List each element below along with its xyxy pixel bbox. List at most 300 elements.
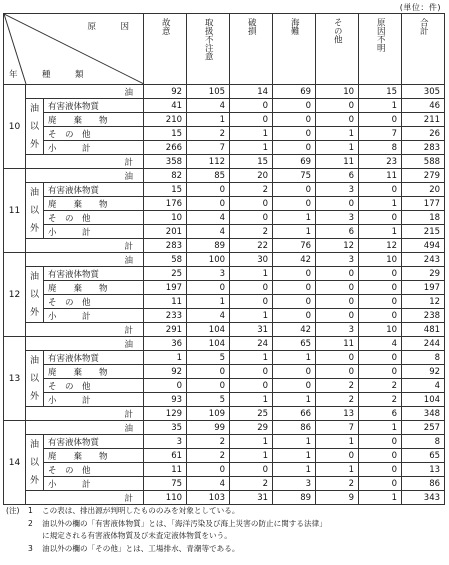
non-oil-group-label [26, 99, 44, 155]
row-label-waste: 廃 棄 物 [44, 365, 144, 379]
row-label-oil: 油 [26, 253, 144, 267]
value-cell: 75 [144, 477, 187, 491]
value-cell: 2 [316, 379, 359, 393]
value-cell: 6 [316, 169, 359, 183]
note-3: 3 油以外の欄の「その他」とは、工場排水、青潮等である。 [6, 543, 327, 556]
row-label-waste: 廃 棄 物 [44, 449, 144, 463]
table-row [4, 113, 445, 127]
value-cell: 6 [359, 407, 402, 421]
value-cell: 0 [316, 197, 359, 211]
value-cell: 1 [316, 435, 359, 449]
row-label-subtotal: 小 計 [44, 393, 144, 407]
table-row [4, 337, 445, 351]
value-cell: 1 [230, 309, 273, 323]
value-cell: 0 [316, 281, 359, 295]
value-cell: 6 [316, 225, 359, 239]
value-cell: 8 [402, 435, 445, 449]
value-cell: 0 [273, 197, 316, 211]
value-cell: 112 [187, 155, 230, 169]
group-char: 油 [29, 439, 39, 450]
table-row [4, 477, 445, 491]
value-cell: 4 [187, 211, 230, 225]
row-label-hazardous: 有害液体物質 [44, 435, 144, 449]
notes-section [6, 505, 327, 555]
value-cell: 22 [230, 239, 273, 253]
table-row [4, 449, 445, 463]
value-cell: 201 [144, 225, 187, 239]
value-cell: 2 [187, 449, 230, 463]
col-header-other: その他 [316, 14, 359, 85]
value-cell: 2 [316, 393, 359, 407]
pollution-statistics-table [3, 13, 445, 505]
row-label-oil: 油 [26, 169, 144, 183]
note-2-continued [6, 530, 327, 543]
year-cell: 12 [4, 253, 26, 337]
value-cell: 0 [230, 295, 273, 309]
year-cell: 10 [4, 85, 26, 169]
value-cell: 66 [273, 407, 316, 421]
group-char: 油 [29, 187, 39, 198]
value-cell: 12 [402, 295, 445, 309]
value-cell: 0 [359, 183, 402, 197]
value-cell: 92 [402, 365, 445, 379]
value-cell: 15 [144, 183, 187, 197]
value-cell: 25 [230, 407, 273, 421]
value-cell: 283 [144, 239, 187, 253]
value-cell: 1 [144, 351, 187, 365]
table-row [4, 421, 445, 435]
unit-label: (単位：件) [399, 3, 441, 12]
value-cell: 8 [359, 141, 402, 155]
value-cell: 0 [230, 281, 273, 295]
value-cell: 0 [187, 197, 230, 211]
value-cell: 10 [359, 323, 402, 337]
value-cell: 18 [402, 211, 445, 225]
value-cell: 4 [187, 225, 230, 239]
year-cell: 11 [4, 169, 26, 253]
value-cell: 12 [316, 239, 359, 253]
value-cell: 0 [359, 281, 402, 295]
value-cell: 0 [187, 281, 230, 295]
value-cell: 0 [187, 379, 230, 393]
value-cell: 11 [359, 169, 402, 183]
value-cell: 76 [273, 239, 316, 253]
value-cell: 4 [402, 379, 445, 393]
value-cell: 0 [359, 113, 402, 127]
value-cell: 3 [144, 435, 187, 449]
value-cell: 10 [144, 211, 187, 225]
value-cell: 3 [316, 253, 359, 267]
value-cell: 23 [359, 155, 402, 169]
value-cell: 104 [187, 323, 230, 337]
row-label-hazardous: 有害液体物質 [44, 351, 144, 365]
value-cell: 5 [187, 351, 230, 365]
col-header-intentional: 故意 [144, 14, 187, 85]
value-cell: 11 [144, 295, 187, 309]
value-cell: 13 [316, 407, 359, 421]
value-cell: 1 [273, 463, 316, 477]
value-cell: 3 [187, 267, 230, 281]
col-header-damage: 破損 [230, 14, 273, 85]
row-label-other: そ の 他 [44, 295, 144, 309]
group-char: 以 [29, 121, 39, 132]
value-cell: 69 [273, 155, 316, 169]
value-cell: 109 [187, 407, 230, 421]
row-label-other: そ の 他 [44, 211, 144, 225]
col-header-unknown: 原因不明 [359, 14, 402, 85]
row-label-total: 計 [26, 323, 144, 337]
value-cell: 31 [230, 491, 273, 505]
value-cell: 89 [273, 491, 316, 505]
value-cell: 26 [402, 127, 445, 141]
cause-header: 原 因 [87, 22, 138, 32]
value-cell: 82 [144, 169, 187, 183]
table-row [4, 169, 445, 183]
value-cell: 0 [187, 365, 230, 379]
value-cell: 0 [359, 309, 402, 323]
value-cell: 1 [273, 351, 316, 365]
table-row [4, 99, 445, 113]
value-cell: 0 [359, 463, 402, 477]
value-cell: 7 [316, 421, 359, 435]
value-cell: 4 [359, 337, 402, 351]
group-char: 油 [29, 355, 39, 366]
value-cell: 305 [402, 85, 445, 99]
year-cell: 13 [4, 337, 26, 421]
value-cell: 1 [359, 99, 402, 113]
row-label-total: 計 [26, 491, 144, 505]
table-row [4, 379, 445, 393]
value-cell: 14 [230, 85, 273, 99]
value-cell: 3 [316, 323, 359, 337]
value-cell: 266 [144, 141, 187, 155]
value-cell: 99 [187, 421, 230, 435]
value-cell: 3 [316, 183, 359, 197]
value-cell: 0 [359, 295, 402, 309]
value-cell: 86 [402, 477, 445, 491]
value-cell: 42 [273, 323, 316, 337]
row-label-waste: 廃 棄 物 [44, 113, 144, 127]
row-label-waste: 廃 棄 物 [44, 281, 144, 295]
value-cell: 0 [273, 295, 316, 309]
value-cell: 291 [144, 323, 187, 337]
value-cell: 494 [402, 239, 445, 253]
value-cell: 1 [230, 267, 273, 281]
value-cell: 1 [230, 449, 273, 463]
value-cell: 104 [187, 337, 230, 351]
table-row [4, 281, 445, 295]
value-cell: 1 [230, 435, 273, 449]
value-cell: 4 [187, 309, 230, 323]
value-cell: 0 [316, 365, 359, 379]
row-label-other: そ の 他 [44, 463, 144, 477]
value-cell: 25 [144, 267, 187, 281]
value-cell: 1 [273, 435, 316, 449]
header-row [4, 14, 445, 85]
value-cell: 0 [273, 113, 316, 127]
table-row [4, 183, 445, 197]
row-label-total: 計 [26, 239, 144, 253]
value-cell: 1 [230, 141, 273, 155]
table-row [4, 197, 445, 211]
value-cell: 2 [230, 183, 273, 197]
non-oil-group-label [26, 435, 44, 491]
value-cell: 0 [273, 183, 316, 197]
table-row [4, 491, 445, 505]
value-cell: 0 [230, 379, 273, 393]
row-label-oil: 油 [26, 337, 144, 351]
value-cell: 2 [359, 393, 402, 407]
value-cell: 93 [144, 393, 187, 407]
row-label-waste: 廃 棄 物 [44, 197, 144, 211]
table-row [4, 295, 445, 309]
row-label-total: 計 [26, 407, 144, 421]
value-cell: 1 [359, 197, 402, 211]
value-cell: 3 [273, 477, 316, 491]
value-cell: 7 [359, 127, 402, 141]
value-cell: 588 [402, 155, 445, 169]
value-cell: 4 [187, 99, 230, 113]
group-char: 外 [29, 475, 39, 486]
value-cell: 197 [144, 281, 187, 295]
value-cell: 7 [187, 141, 230, 155]
value-cell: 1 [273, 393, 316, 407]
table-row [4, 463, 445, 477]
value-cell: 1 [359, 421, 402, 435]
value-cell: 11 [144, 463, 187, 477]
group-char: 以 [29, 289, 39, 300]
value-cell: 0 [230, 365, 273, 379]
value-cell: 13 [402, 463, 445, 477]
year-header: 年 [9, 70, 18, 80]
group-char: 以 [29, 205, 39, 216]
value-cell: 103 [187, 491, 230, 505]
row-label-total: 計 [26, 155, 144, 169]
table-row [4, 435, 445, 449]
value-cell: 65 [273, 337, 316, 351]
value-cell: 5 [187, 393, 230, 407]
value-cell: 358 [144, 155, 187, 169]
value-cell: 15 [359, 85, 402, 99]
value-cell: 85 [187, 169, 230, 183]
value-cell: 10 [359, 253, 402, 267]
row-label-oil: 油 [26, 421, 144, 435]
value-cell: 1 [316, 127, 359, 141]
value-cell: 2 [230, 225, 273, 239]
table-row [4, 309, 445, 323]
value-cell: 1 [316, 141, 359, 155]
value-cell: 238 [402, 309, 445, 323]
value-cell: 0 [187, 183, 230, 197]
row-label-oil: 油 [26, 85, 144, 99]
value-cell: 0 [273, 281, 316, 295]
value-cell: 15 [230, 155, 273, 169]
value-cell: 0 [359, 351, 402, 365]
table-row [4, 407, 445, 421]
col-header-careless: 取扱不注意 [187, 14, 230, 85]
value-cell: 3 [316, 211, 359, 225]
table-row [4, 211, 445, 225]
value-cell: 0 [230, 197, 273, 211]
value-cell: 92 [144, 365, 187, 379]
value-cell: 12 [359, 239, 402, 253]
value-cell: 0 [273, 365, 316, 379]
table-row [4, 253, 445, 267]
note-1: (注) 1 この表は、排出源が判明したもののみを対象としている。 [6, 505, 327, 518]
row-label-subtotal: 小 計 [44, 477, 144, 491]
value-cell: 0 [273, 379, 316, 393]
row-label-hazardous: 有害液体物質 [44, 99, 144, 113]
value-cell: 0 [273, 99, 316, 113]
non-oil-group-label [26, 351, 44, 407]
value-cell: 2 [316, 477, 359, 491]
group-char: 外 [29, 223, 39, 234]
value-cell: 11 [316, 337, 359, 351]
value-cell: 0 [230, 99, 273, 113]
value-cell: 65 [402, 449, 445, 463]
row-label-other: そ の 他 [44, 379, 144, 393]
value-cell: 0 [316, 295, 359, 309]
row-label-hazardous: 有害液体物質 [44, 267, 144, 281]
value-cell: 1 [230, 127, 273, 141]
value-cell: 244 [402, 337, 445, 351]
non-oil-group-label [26, 267, 44, 323]
note-text: この表は、排出源が判明したもののみを対象としている。 [42, 506, 240, 515]
row-label-subtotal: 小 計 [44, 141, 144, 155]
value-cell: 2 [187, 435, 230, 449]
value-cell: 481 [402, 323, 445, 337]
value-cell: 75 [273, 169, 316, 183]
value-cell: 0 [230, 463, 273, 477]
value-cell: 0 [316, 267, 359, 281]
note-text: 油以外の欄の「有害液体物質」とは、「海洋汚染及び海上災害の防止に関する法律」 [42, 518, 327, 528]
value-cell: 100 [187, 253, 230, 267]
non-oil-group-label [26, 183, 44, 239]
value-cell: 20 [402, 183, 445, 197]
table-row [4, 323, 445, 337]
group-char: 外 [29, 391, 39, 402]
value-cell: 0 [316, 449, 359, 463]
value-cell: 1 [359, 225, 402, 239]
value-cell: 197 [402, 281, 445, 295]
value-cell: 210 [144, 113, 187, 127]
value-cell: 0 [359, 267, 402, 281]
value-cell: 104 [402, 393, 445, 407]
value-cell: 31 [230, 323, 273, 337]
value-cell: 0 [230, 211, 273, 225]
value-cell: 215 [402, 225, 445, 239]
group-char: 以 [29, 457, 39, 468]
value-cell: 89 [187, 239, 230, 253]
note-text: 油以外の欄の「その他」とは、工場排水、青潮等である。 [42, 543, 240, 553]
value-cell: 42 [273, 253, 316, 267]
value-cell: 129 [144, 407, 187, 421]
value-cell: 0 [316, 351, 359, 365]
value-cell: 283 [402, 141, 445, 155]
value-cell: 0 [359, 365, 402, 379]
value-cell: 4 [187, 477, 230, 491]
value-cell: 348 [402, 407, 445, 421]
table-row [4, 127, 445, 141]
value-cell: 1 [273, 449, 316, 463]
group-char: 外 [29, 307, 39, 318]
value-cell: 0 [230, 113, 273, 127]
value-cell: 0 [316, 99, 359, 113]
value-cell: 0 [144, 379, 187, 393]
value-cell: 279 [402, 169, 445, 183]
value-cell: 2 [187, 127, 230, 141]
value-cell: 15 [144, 127, 187, 141]
table-row [4, 267, 445, 281]
value-cell: 69 [273, 85, 316, 99]
value-cell: 110 [144, 491, 187, 505]
value-cell: 0 [273, 127, 316, 141]
type-header: 種 類 [42, 70, 92, 80]
value-cell: 0 [359, 477, 402, 491]
value-cell: 29 [230, 421, 273, 435]
row-label-hazardous: 有害液体物質 [44, 183, 144, 197]
table-row [4, 85, 445, 99]
value-cell: 1 [187, 113, 230, 127]
value-cell: 30 [230, 253, 273, 267]
value-cell: 176 [144, 197, 187, 211]
group-char: 油 [29, 103, 39, 114]
value-cell: 257 [402, 421, 445, 435]
value-cell: 2 [359, 379, 402, 393]
group-char: 外 [29, 139, 39, 150]
table-row [4, 365, 445, 379]
value-cell: 61 [144, 449, 187, 463]
value-cell: 20 [230, 169, 273, 183]
value-cell: 36 [144, 337, 187, 351]
value-cell: 105 [187, 85, 230, 99]
note-2: 2 油以外の欄の「有害液体物質」とは、「海洋汚染及び海上災害の防止に関する法律」 [6, 518, 327, 531]
table-row [4, 393, 445, 407]
value-cell: 0 [273, 267, 316, 281]
value-cell: 86 [273, 421, 316, 435]
value-cell: 58 [144, 253, 187, 267]
value-cell: 1 [316, 463, 359, 477]
value-cell: 177 [402, 197, 445, 211]
value-cell: 9 [316, 491, 359, 505]
value-cell: 0 [273, 309, 316, 323]
value-cell: 2 [230, 477, 273, 491]
table-row [4, 225, 445, 239]
value-cell: 0 [359, 211, 402, 225]
group-char: 油 [29, 271, 39, 282]
value-cell: 29 [402, 267, 445, 281]
value-cell: 1 [230, 351, 273, 365]
value-cell: 0 [359, 449, 402, 463]
value-cell: 211 [402, 113, 445, 127]
year-cell: 14 [4, 421, 26, 505]
value-cell: 0 [316, 309, 359, 323]
value-cell: 0 [273, 141, 316, 155]
group-char: 以 [29, 373, 39, 384]
col-header-total: 合計 [402, 14, 445, 85]
value-cell: 24 [230, 337, 273, 351]
row-label-subtotal: 小 計 [44, 225, 144, 239]
row-label-subtotal: 小 計 [44, 309, 144, 323]
value-cell: 10 [316, 85, 359, 99]
value-cell: 0 [359, 435, 402, 449]
value-cell: 233 [144, 309, 187, 323]
value-cell: 0 [187, 463, 230, 477]
col-header-marine-accident: 海難 [273, 14, 316, 85]
value-cell: 1 [273, 211, 316, 225]
value-cell: 1 [230, 393, 273, 407]
value-cell: 0 [316, 113, 359, 127]
